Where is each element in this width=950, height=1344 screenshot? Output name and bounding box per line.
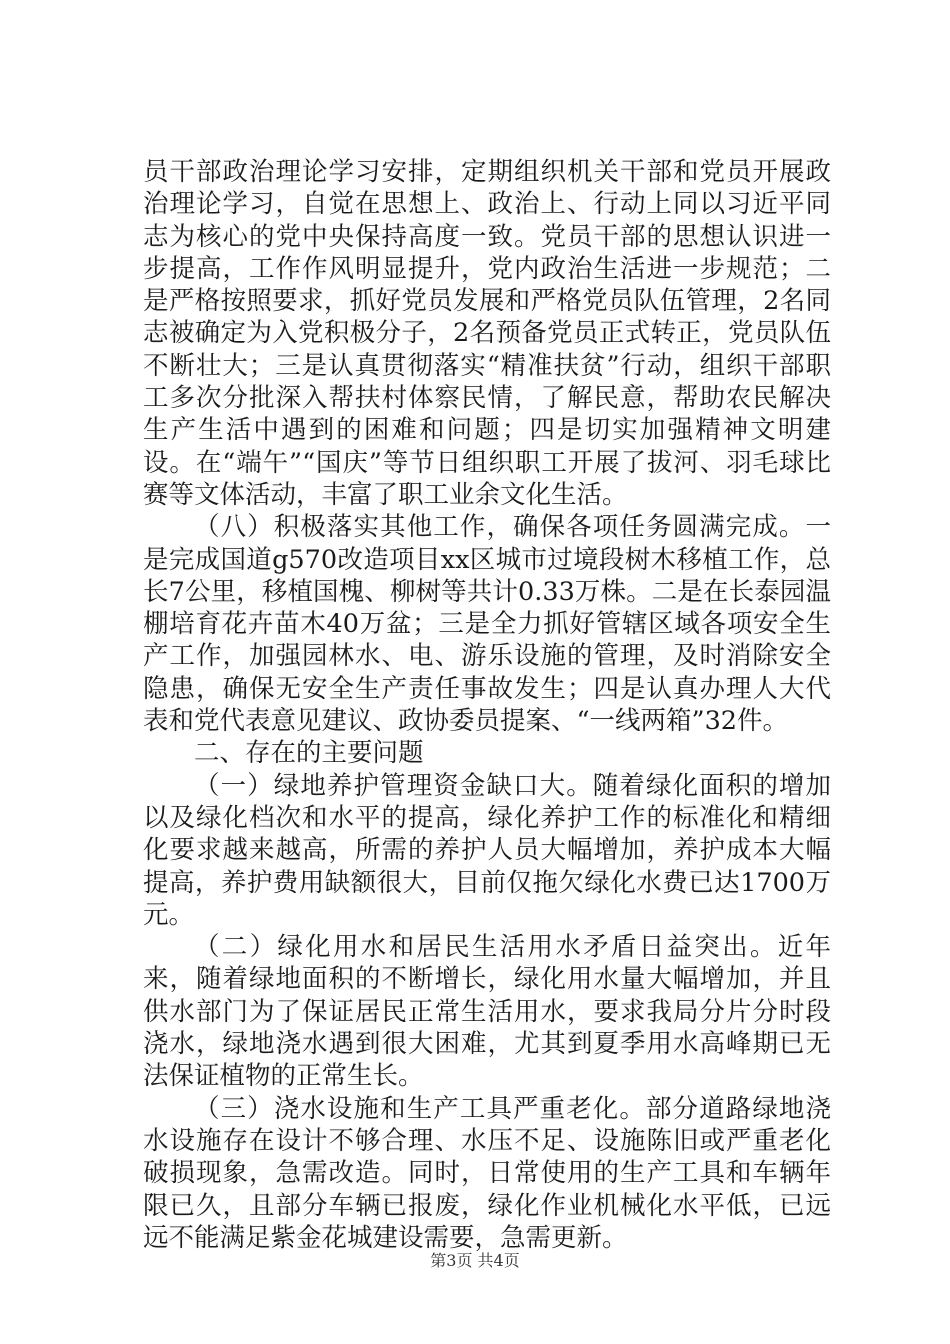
paragraph-problem-funding: （一）绿地养护管理资金缺口大。随着绿化面积的增加以及绿化档次和水平的提高，绿化养护工作的标准化和精细化要求越来越高，所需的养护人员大幅增加，养护成本大幅提高，养护费用缺额很大，目前仅拖欠绿化水费已达1700万元。 — [143, 770, 831, 930]
paragraph-problem-water: （二）绿化用水和居民生活用水矛盾日益突出。近年来，随着绿地面积的不断增长，绿化用水量大幅增加，并且供水部门为了保证居民正常生活用水，要求我局分片分时段浇水，绿地浇水遇到很大困难，尤其到夏季用水高峰期已无法保证植物的正常生长。 — [143, 932, 831, 1092]
section-heading-main-problems: 二、存在的主要问题 — [194, 738, 424, 769]
paragraph-party-building-continued: 员干部政治理论学习安排，定期组织机关干部和党员开展政治理论学习，自觉在思想上、政治上、行动上同以习近平同志为核心的党中央保持高度一致。党员干部的思想认识进一步提高，工作作风明显提升，党内政治生活进一步规范；二是严格按照要求，抓好党员发展和严格党员队伍管理，2名同志被确定为入党积极分子，2名预备党员正式转正，党员队伍不断壮大；三是认真贯彻落实“精准扶贫”行动，组织干部职工多次分批深入帮扶村体察民情，了解民意，帮助农民解决生产生活中遇到的困难和问题；四是切实加强精神文明建设。在“端午”“国庆”等节日组织职工开展了拔河、羽毛球比赛等文体活动，丰富了职工业余文化生活。 — [143, 157, 831, 510]
paragraph-other-work: （八）积极落实其他工作，确保各项任务圆满完成。一是完成国道g570改造项目xx区城市过境段树木移植工作，总长7公里，移植国槐、柳树等共计0.33万株。二是在长泰园温棚培育花卉苗木40万盆；三是全力抓好管辖区域各项安全生产工作，加强园林水、电、游乐设施的管理，及时消除安全隐患，确保无安全生产责任事故发生；四是认真办理人大代表和党代表意见建议、政协委员提案、“一线两箱”32件。 — [143, 512, 831, 737]
page-number-footer: 第3页 共4页 — [430, 1251, 520, 1270]
document-body — [143, 156, 831, 1254]
paragraph-problem-equipment: （三）浇水设施和生产工具严重老化。部分道路绿地浇水设施存在设计不够合理、水压不足、设施陈旧或严重老化破损现象，急需改造。同时，日常使用的生产工具和车辆年限已久，且部分车辆已报废，绿化作业机械化水平低，已远远不能满足紫金花城建设需要，急需更新。 — [143, 1093, 831, 1253]
